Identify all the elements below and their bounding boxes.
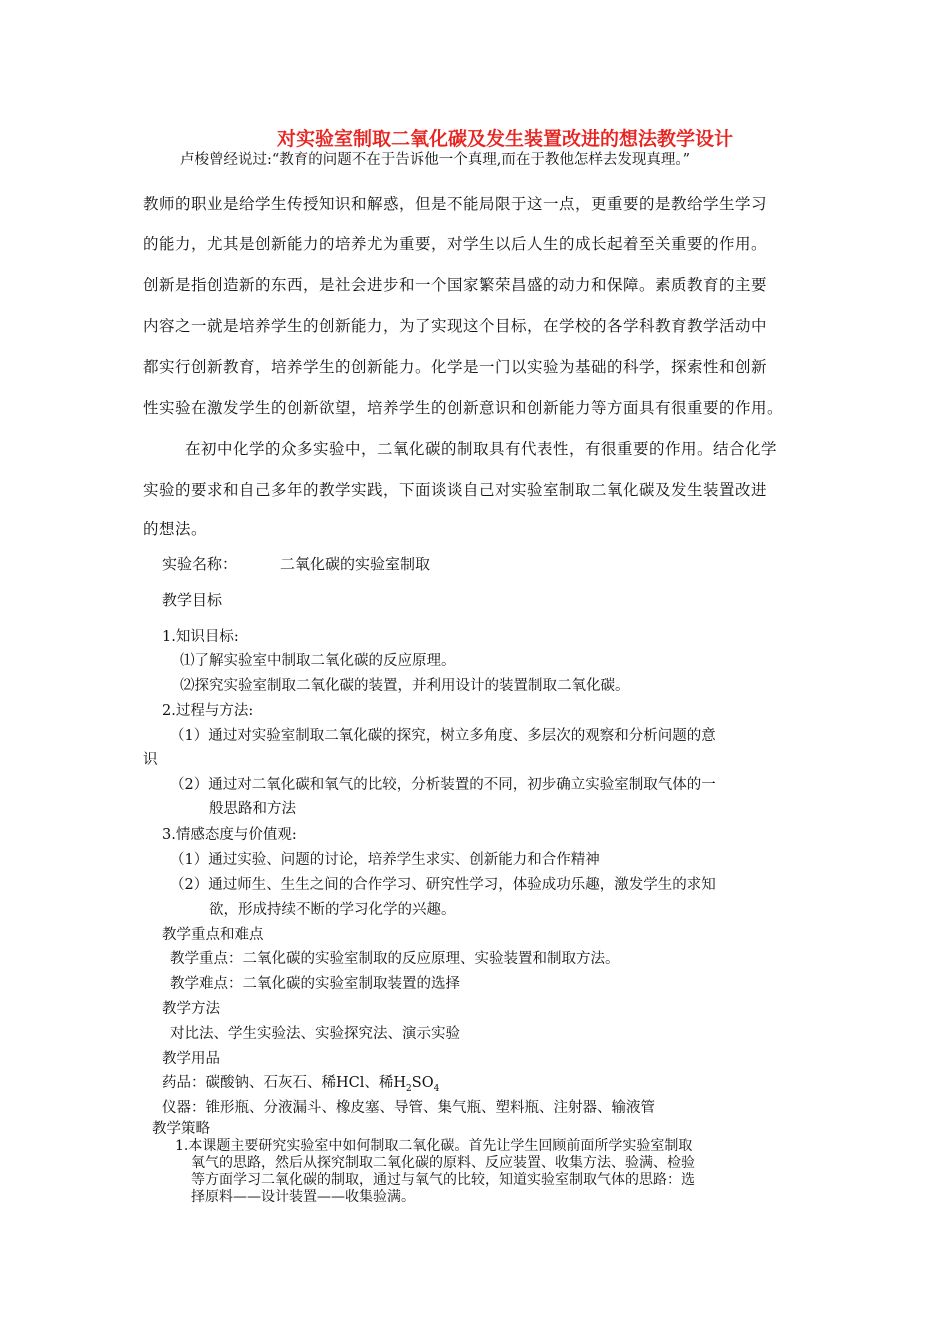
drugs-subscript-2: 2 [406,1083,412,1094]
goal-p1b: 识 [143,752,158,768]
keypoints-difficult: 教学难点：二氧化碳的实验室制取装置的选择 [170,976,460,992]
drugs-text: 药品：碳酸钠、石灰石、稀HCl、稀H [162,1075,407,1091]
strategy-line-4: 择原料——设计装置——收集验满。 [191,1189,415,1205]
intro-line-1: 卢梭曾经说过:“教育的问题不在于告诉他一个真理,而在于教他怎样去发现真理。” [180,152,691,168]
goal-e2a: （2）通过师生、生生之间的合作学习、研究性学习，体验成功乐趣，激发学生的求知 [170,877,716,893]
methods-heading: 教学方法 [162,1001,220,1017]
strategy-heading: 教学策略 [152,1121,210,1137]
strategy-line-3: 等方面学习二氧化碳的制取，通过与氧气的比较，知道实验室制取气体的思路：选 [191,1172,695,1188]
intro-line-10: 的想法。 [143,520,208,538]
strategy-line-1: 1.本课题主要研究实验室中如何制取二氧化碳。首先让学生回顾前面所学实验室制取 [175,1138,693,1154]
intro-line-5: 内容之一就是培养学生的创新能力，为了实现这个目标，在学校的各学科教育教学活动中 [143,317,768,335]
supplies-instruments: 仪器：锥形瓶、分液漏斗、橡皮塞、导管、集气瓶、塑料瓶、注射器、输液管 [162,1100,655,1116]
goal-p1a: （1）通过对实验室制取二氧化碳的探究，树立多角度、多层次的观察和分析问题的意 [170,728,716,744]
methods-value: 对比法、学生实验法、实验探究法、演示实验 [170,1026,460,1042]
goal-p2a: （2）通过对二氧化碳和氧气的比较，分析装置的不同，初步确立实验室制取气体的一 [170,777,716,793]
intro-line-8: 在初中化学的众多实验中，二氧化碳的制取具有代表性，有很重要的作用。结合化学 [185,440,778,458]
intro-line-4: 创新是指创造新的东西，是社会进步和一个国家繁荣昌盛的动力和保障。素质教育的主要 [143,276,768,294]
intro-line-7: 性实验在激发学生的创新欲望，培养学生的创新意识和创新能力等方面具有很重要的作用。 [143,399,784,417]
keypoints-key: 教学重点：二氧化碳的实验室制取的反应原理、实验装置和制取方法。 [170,951,620,967]
goal-e1: （1）通过实验、问题的讨论，培养学生求实、创新能力和合作精神 [170,852,600,868]
goal-process: 2.过程与方法: [162,703,254,719]
goal-k1: ⑴了解实验室中制取二氧化碳的反应原理。 [180,653,456,669]
strategy-line-2: 氧气的思路，然后从探究制取二氧化碳的原料、反应装置、收集方法、验满、检验 [191,1155,695,1171]
intro-line-3: 的能力，尤其是创新能力的培养尤为重要，对学生以后人生的成长起着至关重要的作用。 [143,235,768,253]
intro-line-6: 都实行创新教育，培养学生的创新能力。化学是一门以实验为基础的科学，探索性和创新 [143,358,768,376]
drugs-text-tail: SO [411,1075,434,1091]
experiment-label: 实验名称： [162,555,238,573]
supplies-drugs [162,1073,439,1099]
experiment-name: 二氧化碳的实验室制取 [280,555,431,573]
intro-line-2: 教师的职业是给学生传授知识和解惑，但是不能局限于这一点，更重要的是教给学生学习 [143,195,768,213]
intro-line-9: 实验的要求和自己多年的教学实践，下面谈谈自己对实验室制取二氧化碳及发生装置改进 [143,481,768,499]
goal-k2: ⑵探究实验室制取二氧化碳的装置，并利用设计的装置制取二氧化碳。 [180,678,630,694]
drugs-subscript-4: 4 [433,1083,440,1094]
goal-p2b: 般思路和方法 [209,801,296,817]
keypoints-heading: 教学重点和难点 [162,927,264,943]
goal-emotion: 3.情感态度与价值观: [162,827,297,843]
document-title: 对实验室制取二氧化碳及发生装置改进的想法教学设计 [276,128,733,150]
supplies-heading: 教学用品 [162,1051,220,1067]
goals-heading: 教学目标 [162,591,223,609]
goal-e2b: 欲，形成持续不断的学习化学的兴趣。 [209,902,456,918]
goal-knowledge: 1.知识目标: [162,629,239,645]
